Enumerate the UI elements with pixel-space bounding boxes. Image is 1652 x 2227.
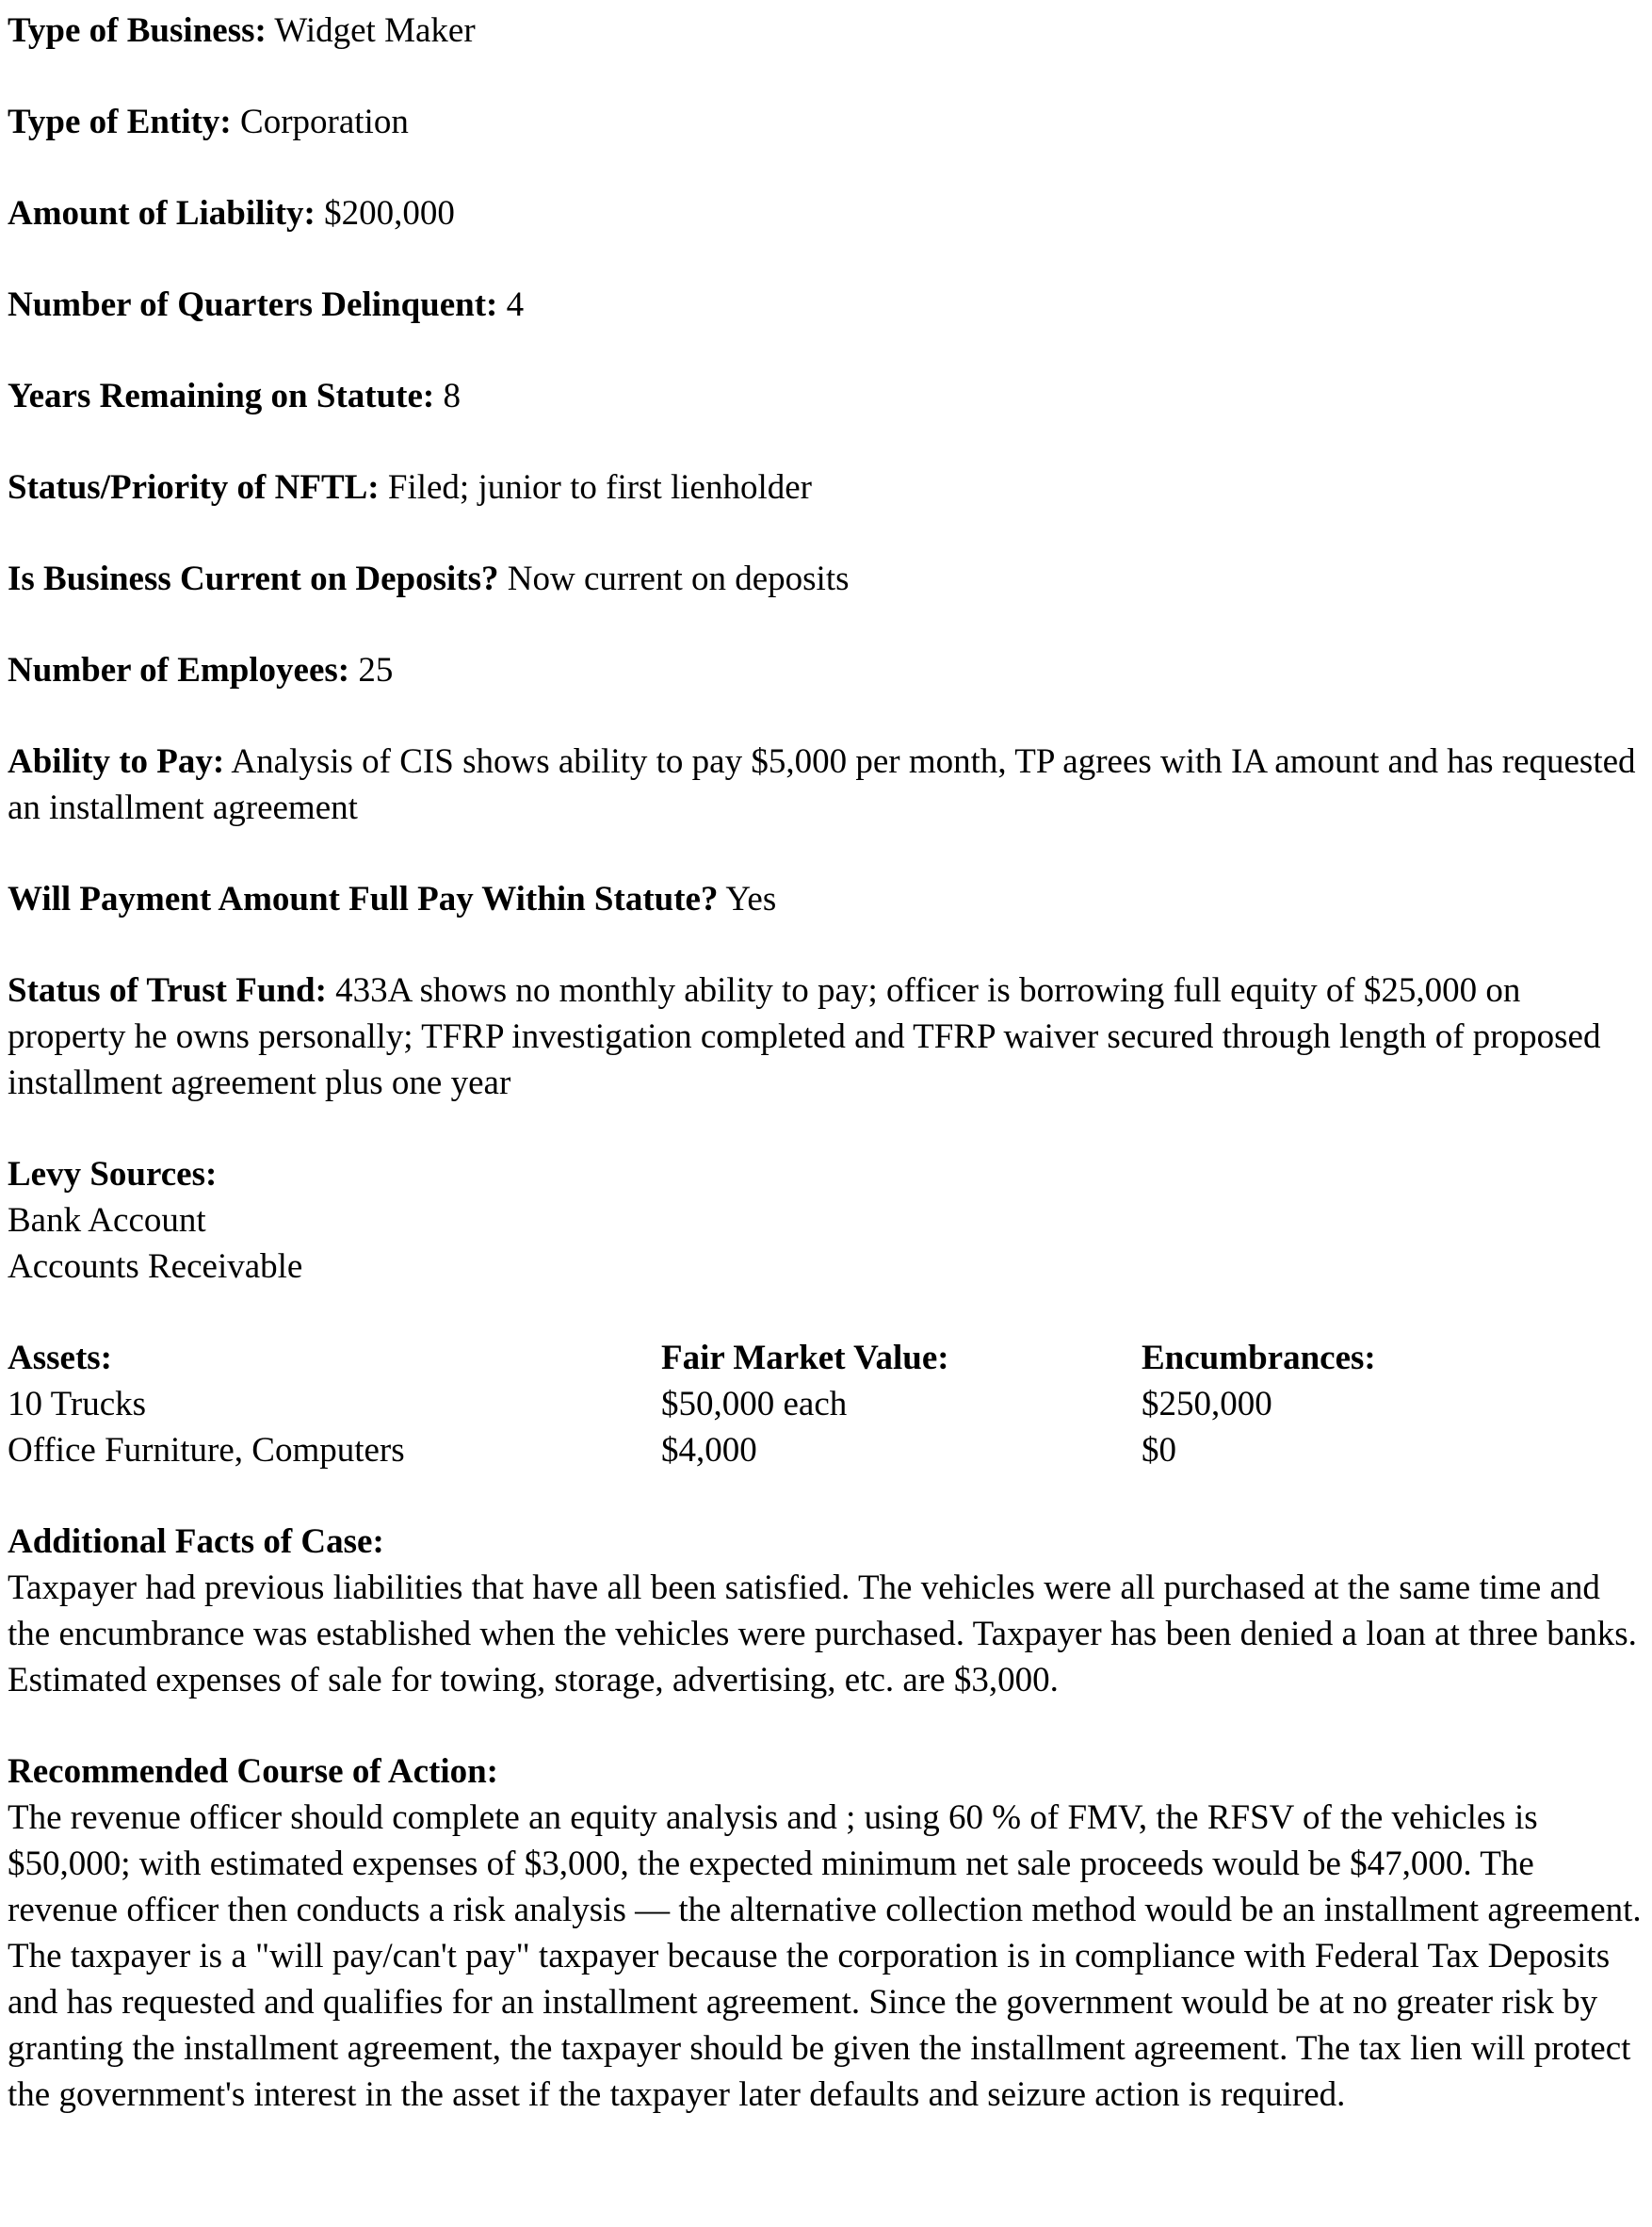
assets-table-header	[8, 1335, 1612, 1381]
quarters-label: Number of Quarters Delinquent:	[8, 285, 498, 324]
recommended-action-text: The revenue officer should complete an equity analysis and ; using 60 % of FMV, the RFSV of the vehicles is $50,000; with estimated expenses of $3,000, the expected minimum net sale proceeds would be $47,000. The revenue officer then conducts a risk analysis — the alternative collection method would be an installment agreement. The taxpayer is a "will pay/can't pay" taxpayer because the corporation is in compliance with Federal Tax Deposits and has requested and qualifies for an installment agreement. Since the government would be at no greater risk by granting the installment agreement, the taxpayer should be given the installment agreement. The tax lien will protect the government's interest in the asset if the taxpayer later defaults and seizure action is required.	[8, 1798, 1642, 2114]
full-pay-field	[8, 876, 1646, 922]
quarters-value: 4	[506, 285, 525, 324]
deposits-label: Is Business Current on Deposits?	[8, 560, 499, 598]
entity-type-field	[8, 99, 1646, 145]
statute-years-label: Years Remaining on Statute:	[8, 377, 435, 415]
levy-source-item: Accounts Receivable	[8, 1247, 303, 1286]
nftl-value: Filed; junior to first lienholder	[387, 468, 812, 507]
encumbrances-header: Encumbrances:	[1142, 1339, 1376, 1377]
entity-type-value: Corporation	[240, 103, 409, 141]
deposits-value: Now current on deposits	[507, 560, 850, 598]
table-row	[8, 1427, 1612, 1473]
business-type-field	[8, 8, 1646, 54]
nftl-field	[8, 464, 1646, 511]
statute-years-value: 8	[443, 377, 461, 415]
full-pay-value: Yes	[725, 880, 777, 918]
case-document	[8, 8, 1646, 2163]
asset-fmv-cell: $50,000 each	[661, 1385, 848, 1423]
asset-fmv-cell: $4,000	[661, 1431, 757, 1470]
table-row	[8, 1381, 1612, 1427]
quarters-field	[8, 282, 1646, 328]
ability-to-pay-field	[8, 739, 1646, 831]
recommended-action-section	[8, 1748, 1646, 2118]
assets-table	[8, 1335, 1612, 1473]
levy-sources-section	[8, 1151, 1646, 1290]
liability-label: Amount of Liability:	[8, 194, 316, 233]
nftl-label: Status/Priority of NFTL:	[8, 468, 380, 507]
employees-label: Number of Employees:	[8, 651, 350, 690]
asset-encumbrance-cell: $0	[1142, 1431, 1176, 1470]
entity-type-label: Type of Entity:	[8, 103, 232, 141]
liability-field	[8, 190, 1646, 236]
business-type-value: Widget Maker	[274, 11, 476, 50]
asset-name-cell: Office Furniture, Computers	[8, 1431, 405, 1470]
levy-sources-heading: Levy Sources:	[8, 1155, 218, 1194]
additional-facts-heading: Additional Facts of Case:	[8, 1522, 384, 1561]
ability-to-pay-label: Ability to Pay:	[8, 742, 225, 781]
trust-fund-label: Status of Trust Fund:	[8, 971, 327, 1010]
employees-value: 25	[358, 651, 394, 690]
statute-years-field	[8, 373, 1646, 419]
liability-value: $200,000	[324, 194, 455, 233]
assets-header: Assets:	[8, 1339, 112, 1377]
additional-facts-text: Taxpayer had previous liabilities that have all been satisfied. The vehicles were all purchased at the same time and the encumbrance was established when the vehicles were purchased. Taxpayer has been denied a loan at three banks. Estimated expenses of sale for towing, storage, advertising, etc. are $3,000.	[8, 1569, 1637, 1699]
trust-fund-field	[8, 967, 1646, 1106]
fmv-header: Fair Market Value:	[661, 1339, 949, 1377]
asset-name-cell: 10 Trucks	[8, 1385, 147, 1423]
deposits-field	[8, 556, 1646, 602]
ability-to-pay-value: Analysis of CIS shows ability to pay $5,000 per month, TP agrees with IA amount and has requested an installment agreement	[8, 742, 1636, 827]
asset-encumbrance-cell: $250,000	[1142, 1385, 1272, 1423]
employees-field	[8, 647, 1646, 693]
additional-facts-section	[8, 1519, 1646, 1703]
full-pay-label: Will Payment Amount Full Pay Within Statute?	[8, 880, 719, 918]
trust-fund-value: 433A shows no monthly ability to pay; officer is borrowing full equity of $25,000 on property he owns personally; TFRP investigation completed and TFRP waiver secured through length of proposed installment agreement plus one year	[8, 971, 1601, 1102]
recommended-action-heading: Recommended Course of Action:	[8, 1752, 498, 1791]
business-type-label: Type of Business:	[8, 11, 267, 50]
levy-source-item: Bank Account	[8, 1201, 206, 1240]
